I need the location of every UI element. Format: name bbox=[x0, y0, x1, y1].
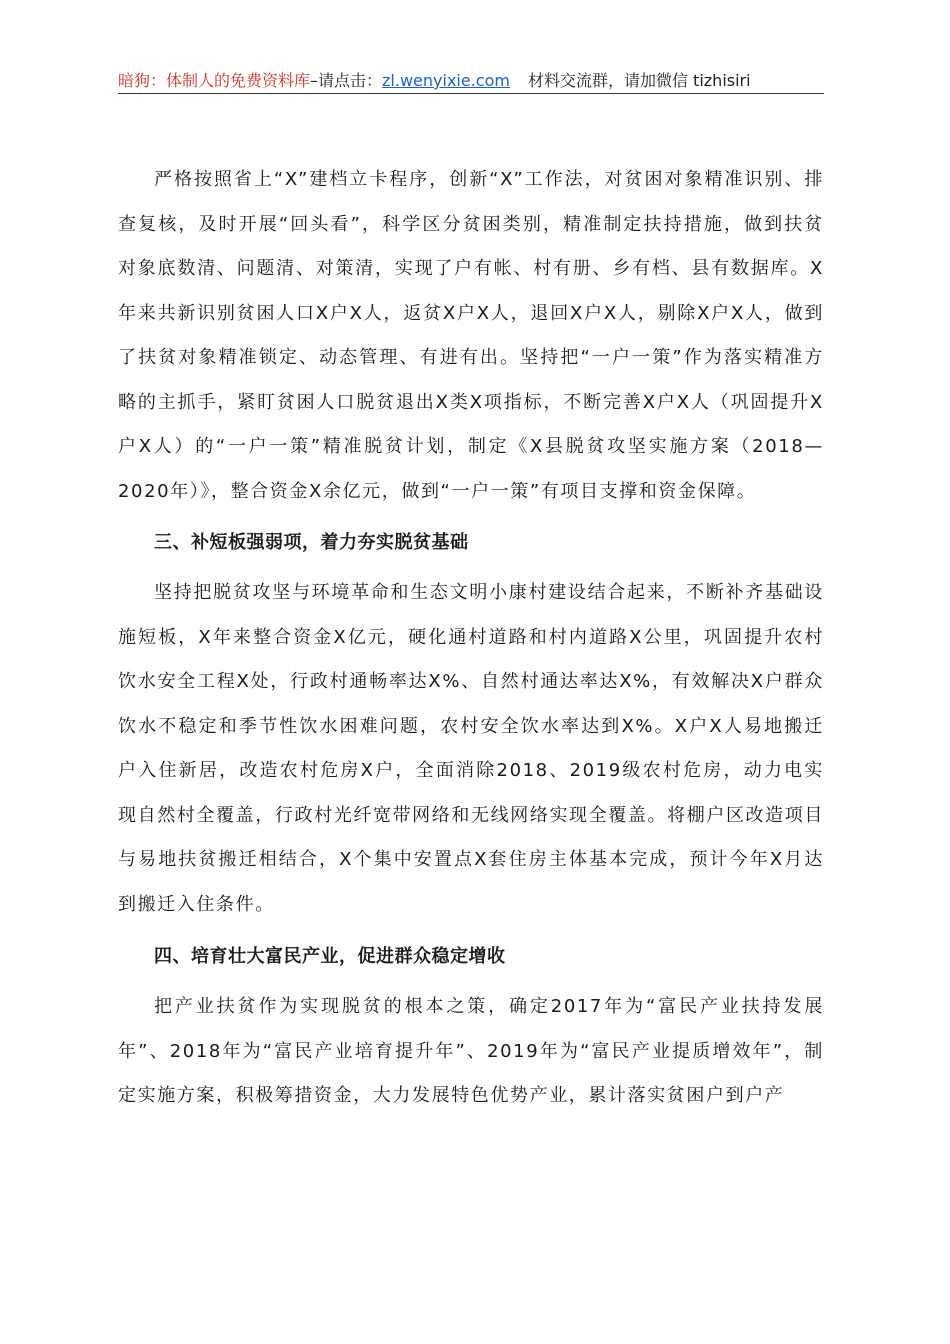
body-paragraph-2: 坚持把脱贫攻坚与环境革命和生态文明小康村建设结合起来，不断补齐基础设施短板，X年来整合资金X亿元，硬化通村道路和村内道路X公里，巩固提升农村饮水安全工程X处，行政村通畅率达X%、自然村通达率达X%，有效解决X户群众饮水不稳定和季节性饮水困难问题，农村安全饮水率达到X%。X户X人易地搬迁户入住新居，改造农村危房X户，全面消除2018、2019级农村危房，动力电实现自然村全覆盖，行政村光纤宽带网络和无线网络实现全覆盖。将棚户区改造项目与易地扶贫搬迁相结合，X个集中安置点X套住房主体基本完成，预计今年X月达到搬迁入住条件。 bbox=[118, 582, 824, 915]
header-link[interactable]: zl.wenyixie.com bbox=[382, 71, 510, 90]
document-body bbox=[118, 158, 824, 1119]
section-heading-3: 三、补短板强弱项，着力夯实脱贫基础 bbox=[154, 532, 469, 553]
header-divider bbox=[118, 93, 824, 94]
header-prompt: –请点击： bbox=[310, 71, 383, 90]
body-paragraph-1: 严格按照省上“X”建档立卡程序，创新“X”工作法，对贫困对象精准识别、排查复核，及时开展“回头看”，科学区分贫困类别，精准制定扶持措施，做到扶贫对象底数清、问题清、对策清，实现了户有帐、村有册、乡有档、县有数据库。X年来共新识别贫困人口X户X人，返贫X户X人，退回X户X人，剔除X户X人，做到了扶贫对象精准锁定、动态管理、有进有出。坚持把“一户一策”作为落实精准方略的主抓手，紧盯贫困人口脱贫退出X类X项指标，不断完善X户X人（巩固提升X户X人）的“一户一策”精准脱贫计划，制定《X县脱贫攻坚实施方案（2018—2020年）》，整合资金X余亿元，做到“一户一策”有项目支撑和资金保障。 bbox=[118, 169, 824, 502]
section-heading-4: 四、培育壮大富民产业，促进群众稳定增收 bbox=[154, 946, 506, 967]
header-contact: 材料交流群，请加微信 tizhisiri bbox=[527, 71, 751, 90]
header-brand: 暗狗：体制人的免费资料库 bbox=[118, 71, 311, 90]
body-paragraph-3: 把产业扶贫作为实现脱贫的根本之策，确定2017年为“富民产业扶持发展年”、2018年为“富民产业培育提升年”、2019年为“富民产业提质增效年”，制定实施方案，积极筹措资金，大力发展特色优势产业，累计落实贫困户到户产 bbox=[118, 996, 824, 1106]
page-header bbox=[118, 70, 824, 94]
